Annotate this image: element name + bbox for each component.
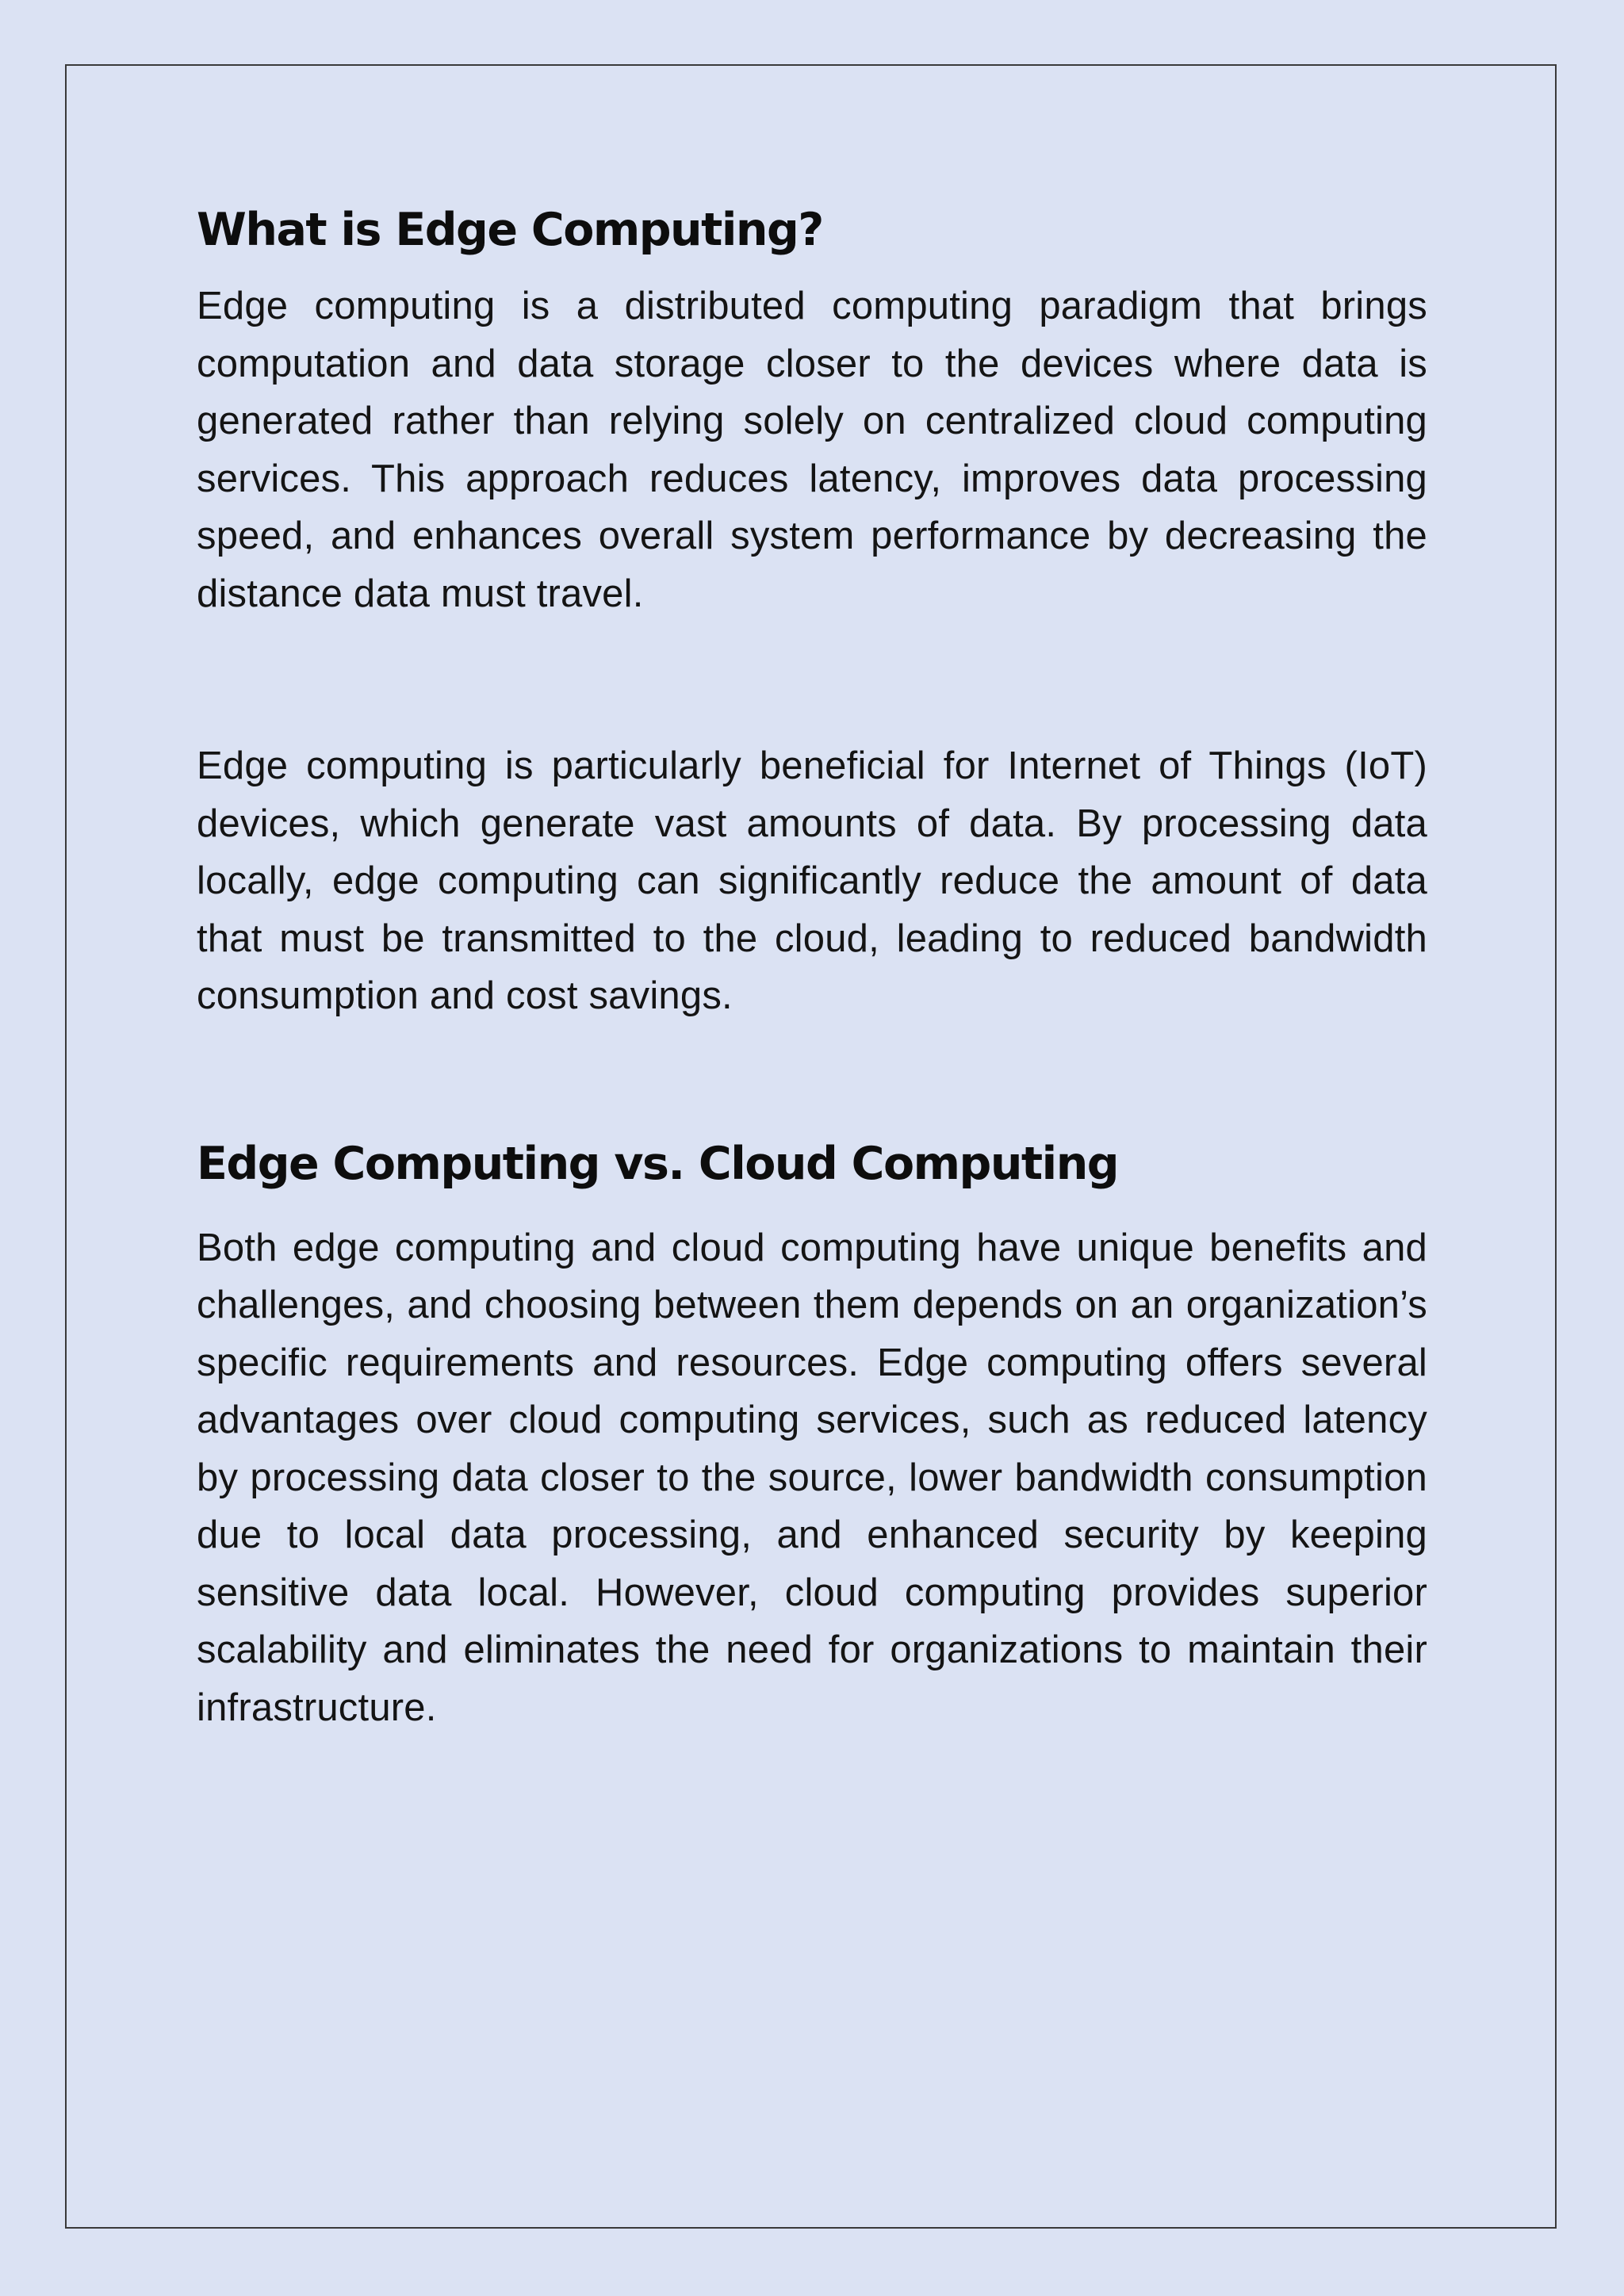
paragraph-edge-vs-cloud-comparison: Both edge computing and cloud computing have unique benefits and challenges, and choosing between them depends on an organization’s specific requirements and resources. Edge computing offers several advantages over cloud computing services, such as reduced latency by processing data closer to the source, lower bandwidth consumption due to local data processing, and enhanced security by keeping sensitive data local. However, cloud computing provides superior scalability and eliminates the need for organizations to maintain their infrastructure. <box>197 1226 1427 1729</box>
section-heading-edge-vs-cloud: Edge Computing vs. Cloud Computing <box>197 1137 1119 1190</box>
section-heading-what-is-edge-computing: What is Edge Computing? <box>197 204 823 256</box>
paragraph-edge-iot-benefits: Edge computing is particularly beneficial for Internet of Things (IoT) devices, which generate vast amounts of data. By processing data locally, edge computing can significantly reduce the amount of data that must be transmitted to the cloud, leading to reduced bandwidth consumption and cost savings. <box>197 744 1427 1017</box>
document-content <box>197 198 1427 1736</box>
paragraph-edge-definition: Edge computing is a distributed computing paradigm that brings computation and data storage closer to the devices where data is generated rather than relying solely on centralized cloud computing services. This approach reduces latency, improves data processing speed, and enhances overall system performance by decreasing the distance data must travel. <box>197 285 1427 615</box>
